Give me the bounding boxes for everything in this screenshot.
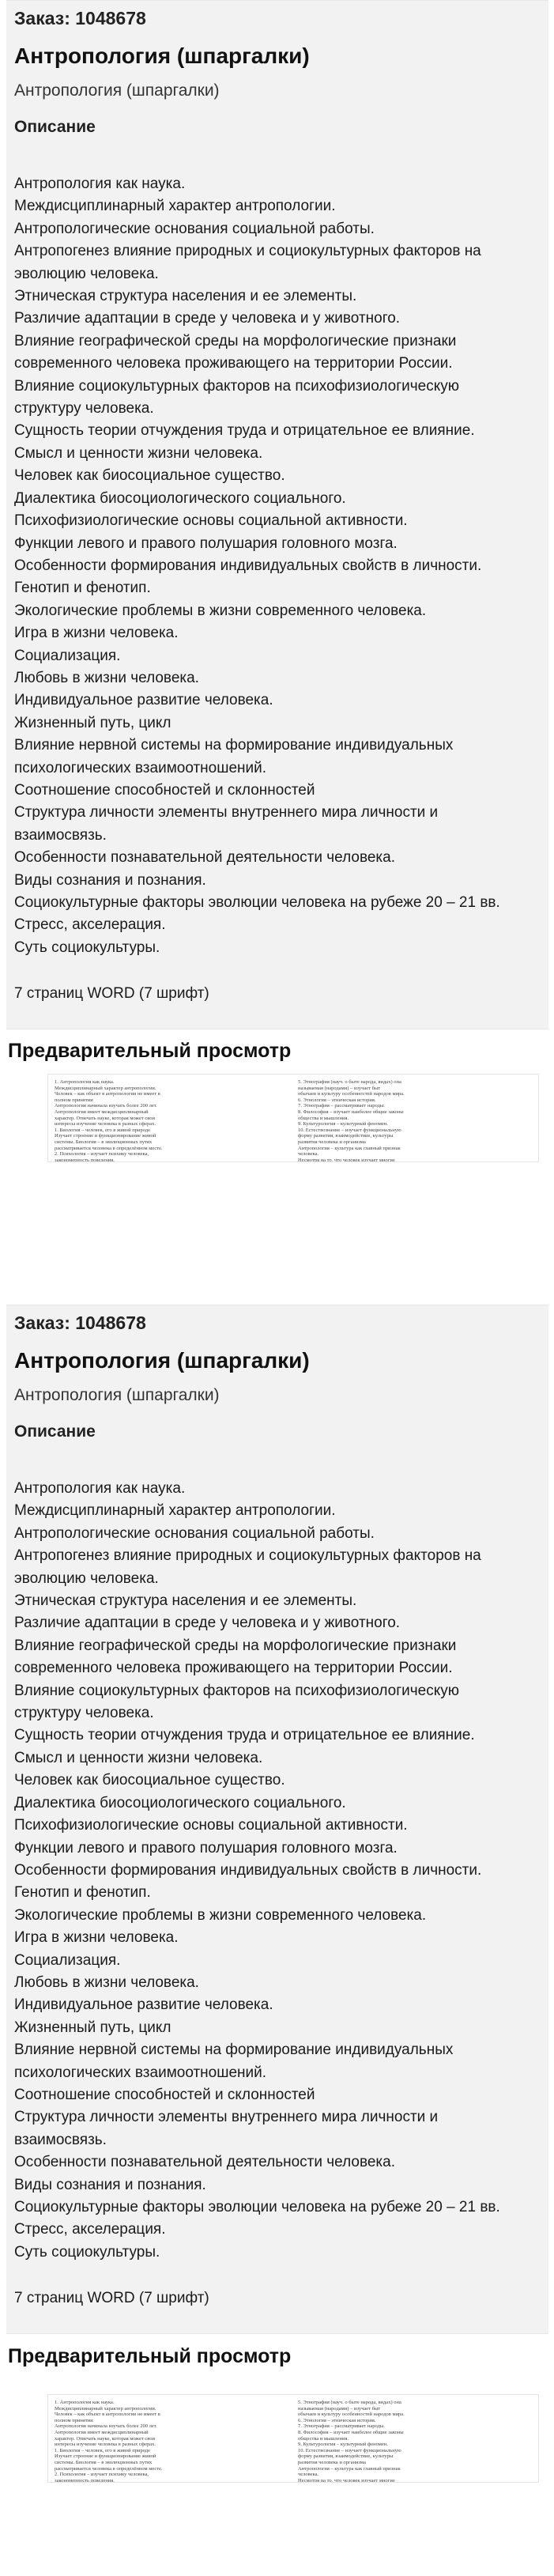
topic-item: Сущность теории отчуждения труда и отрицательное ее влияние. [14, 1727, 475, 1744]
topic-item: Генотип и фенотип. [14, 580, 151, 597]
preview-line: развития человека и организма [298, 1139, 366, 1145]
topic-item: Диалектика биосоциологического социального. [14, 1794, 346, 1811]
preview-line: 8. Философия – изучает наиболее общие законы [298, 2429, 404, 2435]
pages-info: 7 страниц WORD (7 шрифт) [14, 985, 209, 1003]
topic-item: Влияние социокультурных факторов на психофизиологическую [14, 1682, 460, 1699]
topic-item: Влияние географической среды на морфологические признаки [14, 332, 457, 349]
order-number: Заказ: 1048678 [14, 8, 146, 28]
topic-item: Междисциплинарный характер антропологии. [14, 1502, 336, 1520]
preview-line: рассматривается человека в определённом месте. [55, 1145, 163, 1151]
topic-item: Индивидуальное развитие человека. [14, 692, 273, 709]
listing-block-2 [0, 1305, 554, 2483]
preview-line: форму развития, взаимодействие, культуры [298, 1133, 394, 1139]
preview-column-left [55, 1079, 277, 1162]
preview-line: 2. Психология – изучает психику человека, [55, 2472, 149, 2478]
topic-item: Особенности формирования индивидуальных свойств в личности. [14, 1861, 482, 1879]
topic-item: Антропология как наука. [14, 1480, 186, 1497]
topic-item: Влияние географической среды на морфологические признаки [14, 1637, 457, 1654]
topics-list [6, 142, 548, 959]
pages-info: 7 страниц WORD (7 шрифт) [14, 2290, 209, 2307]
topic-item: Структура личности элементы внутреннего мира личности и [14, 2109, 439, 2126]
description-label: Описание [14, 118, 96, 136]
preview-line: Несмотря на то, что человек изучает многие [298, 1157, 395, 1162]
preview-line: форму развития, взаимодействие, культуры [298, 2453, 394, 2460]
preview-line: Изучает строение и функционирование живой [55, 1133, 156, 1139]
topic-item: Этническая структура населения и ее элементы. [14, 1592, 357, 1610]
preview-line: Антропология начинала изучать более 200 лет. [55, 1103, 157, 1109]
topic-item: Виды сознания и познания. [14, 871, 206, 889]
topic-item: Влияние социокультурных факторов на психофизиологическую [14, 377, 460, 395]
preview-line: 6. Этнология – этническая история. [298, 2417, 376, 2423]
topic-item: Сущность теории отчуждения труда и отрицательное ее влияние. [14, 422, 475, 440]
topic-item: Различие адаптации в среде у человека и у животного. [14, 310, 401, 327]
topic-item: Антропогенез влияние природных и социокультурных факторов на [14, 243, 481, 260]
topic-item: современного человека проживающего на территории России. [14, 355, 453, 372]
topic-item: современного человека проживающего на территории России. [14, 1660, 453, 1677]
listing-block-1 [0, 0, 554, 1162]
topic-item: Антропология как наука. [14, 176, 186, 192]
preview-line: Антропология – культура как главный признак [298, 2465, 401, 2472]
topic-item: Человек как биосоциальное существо. [14, 1772, 285, 1789]
preview-heading: Предварительный просмотр [8, 1040, 292, 1062]
preview-line: характер. Отвечать науке, которая может свои [55, 1115, 155, 1121]
preview-line: 7. Этнография – рассматривает народы. [298, 1103, 385, 1109]
preview-line: обычаев и культуру особенностей народов мира. [298, 1091, 405, 1097]
topic-item: Влияние нервной системы на формирование индивидуальных [14, 737, 454, 754]
topic-item: Влияние нервной системы на формирование индивидуальных [14, 2042, 454, 2059]
preview-line: Изучает строение и функционирование живой [55, 2453, 156, 2460]
topic-item: Социокультурные факторы эволюции человека на рубеже 20 – 21 вв. [14, 2199, 500, 2215]
topic-item: Структура личности элементы внутреннего мира личности и [14, 804, 439, 822]
preview-line: системы. Биология – в эволюционных путях [55, 1139, 153, 1145]
topic-item: Генотип и фенотип. [14, 1884, 151, 1902]
preview-line: 7. Этнография – рассматривает народы. [298, 2423, 385, 2430]
preview-line: Междисциплинарный характер антропологии. [55, 2405, 156, 2412]
preview-line: 1. Антропология как наука. [55, 1079, 115, 1085]
topic-item: Суть социокультуры. [14, 939, 160, 956]
topic-item: Виды сознания и познания. [14, 2176, 206, 2193]
topic-item: Социализация. [14, 1951, 121, 1969]
topic-item: Психофизиологические основы социальной активности. [14, 512, 408, 530]
topic-item: Жизненный путь, цикл [14, 2019, 171, 2036]
topic-item: Междисциплинарный характер антропологии. [14, 198, 336, 215]
preview-line: называемая (народами) – изучает быт [298, 1085, 381, 1091]
topic-item: Психофизиологические основы социальной активности. [14, 1817, 408, 1834]
topic-item: эволюцию человека. [14, 265, 159, 282]
topic-item: Функции левого и правого полушария головного мозга. [14, 534, 398, 552]
work-title: Антропология (шпаргалки) [14, 43, 310, 68]
preview-line: обычаев и культуру особенностей народов мира. [298, 2412, 405, 2418]
preview-line: Междисциплинарный характер антропологии. [55, 1085, 156, 1091]
preview-line: 5. Этнография (науч. о быте народа, видах) она [298, 2400, 401, 2405]
preview-line: 2. Психология – изучает психику человека, [55, 1151, 149, 1158]
topic-item: Смысл и ценности жизни человека. [14, 1749, 263, 1766]
topic-item: Особенности формирования индивидуальных свойств в личности. [14, 557, 482, 574]
preview-line: 9. Культурология – культурный феномен. [298, 1121, 388, 1127]
topic-item: Суть социокультуры. [14, 2243, 160, 2261]
topic-item: Антропологические основания социальной работы. [14, 220, 375, 237]
preview-line: полном принятии [55, 2417, 93, 2423]
topic-item: Смысл и ценности жизни человека. [14, 444, 263, 462]
topic-item: Антропологические основания социальной работы. [14, 1524, 375, 1542]
preview-line: 10. Естествознание – изучает функциональную [298, 1127, 401, 1133]
topic-item: Экологические проблемы в жизни современного человека. [14, 602, 427, 619]
preview-line: 6. Этнология – этническая история. [298, 1097, 376, 1103]
topic-item: психологических взаимоотношений. [14, 2064, 267, 2081]
topic-item: Социализация. [14, 647, 121, 664]
preview-column-right [298, 2400, 521, 2483]
preview-line: закономерность поведения. [55, 1157, 115, 1162]
preview-line: Человек – как объект в антропологии не имеет в [55, 1091, 160, 1097]
preview-thumbnail[interactable] [47, 1074, 539, 1162]
preview-line: 9. Культурология – культурный феномен. [298, 2442, 388, 2448]
preview-line: Антропология начинала изучать более 200 лет. [55, 2423, 157, 2430]
topic-item: Различие адаптации в среде у человека и у животного. [14, 1615, 401, 1632]
preview-line: интересы изучение человека в разных сферах. [55, 2442, 156, 2448]
preview-line: называемая (народами) – изучает быт [298, 2405, 381, 2412]
preview-line: Несмотря на то, что человек изучает многие [298, 2477, 395, 2483]
topic-item: Социокультурные факторы эволюции человека на рубеже 20 – 21 вв. [14, 894, 500, 911]
preview-line: 10. Естествознание – изучает функциональную [298, 2447, 401, 2453]
topic-item: Антропогенез влияние природных и социокультурных факторов на [14, 1547, 481, 1565]
topic-item: Стресс, акселерация. [14, 2221, 166, 2238]
topic-item: Экологические проблемы в жизни современного человека. [14, 1906, 427, 1924]
listing-panel [6, 0, 548, 1029]
order-number: Заказ: 1048678 [14, 1313, 146, 1333]
preview-line: Антропология имеет междисциплинарный [55, 2429, 149, 2435]
preview-line: Антропология – культура как главный признак [298, 1145, 401, 1151]
topic-item: психологических взаимоотношений. [14, 759, 267, 776]
topic-item: Соотношение способностей и склонностей [14, 781, 315, 799]
preview-line: системы. Биология – в эволюционных путях [55, 2459, 153, 2465]
topic-item: Игра в жизни человека. [14, 625, 179, 642]
preview-heading: Предварительный просмотр [8, 2345, 292, 2367]
preview-line: развития человека и организма [298, 2459, 366, 2465]
topic-item: Любовь в жизни человека. [14, 669, 199, 686]
preview-line: 5. Этнография (науч. о быте народа, видах) она [298, 1079, 401, 1085]
listing-panel [6, 1305, 548, 2334]
preview-column-left [55, 2400, 277, 2483]
topic-item: взаимосвязь. [14, 826, 107, 844]
topic-item: структуру человека. [14, 1705, 154, 1722]
topic-item: структуру человека. [14, 400, 154, 417]
preview-line: 8. Философия – изучает наиболее общие законы [298, 1109, 404, 1115]
preview-thumbnail[interactable] [47, 2394, 539, 2483]
topic-item: Стресс, акселерация. [14, 916, 166, 934]
topic-item: эволюцию человека. [14, 1569, 159, 1587]
work-subtitle: Антропология (шпаргалки) [14, 1386, 220, 1404]
preview-column-right [298, 1079, 521, 1162]
preview-line: общества и мышления. [298, 1115, 349, 1121]
topic-item: Этническая структура населения и ее элементы. [14, 288, 357, 305]
topic-item: Диалектика биосоциологического социального. [14, 489, 346, 507]
preview-line: полном принятии [55, 1097, 93, 1103]
topic-item: взаимосвязь. [14, 2131, 107, 2148]
preview-line: Человек – как объект в антропологии не имеет в [55, 2412, 160, 2418]
preview-line: характер. Отвечать науке, которая может свои [55, 2435, 155, 2442]
topic-item: Соотношение способностей и склонностей [14, 2086, 315, 2103]
topics-list [6, 1446, 548, 2264]
preview-line: человека. [298, 2472, 319, 2478]
topic-item: Жизненный путь, цикл [14, 714, 171, 731]
preview-line: общества и мышления. [298, 2435, 349, 2442]
topic-item: Человек как биосоциальное существо. [14, 467, 285, 485]
preview-line: 1. Биология – человек, его в живой природе [55, 1127, 150, 1133]
topic-item: Функции левого и правого полушария головного мозга. [14, 1839, 398, 1856]
description-label: Описание [14, 1422, 96, 1441]
preview-line: Антропология имеет междисциплинарный [55, 1109, 149, 1115]
work-title: Антропология (шпаргалки) [14, 1348, 310, 1373]
topic-item: Индивидуальное развитие человека. [14, 1996, 273, 2014]
preview-line: человека. [298, 1151, 319, 1158]
preview-line: 1. Биология – человек, его в живой природе [55, 2447, 150, 2453]
preview-line: интересы изучение человека в разных сферах. [55, 1121, 156, 1127]
topic-item: Особенности познавательной деятельности человека. [14, 2154, 395, 2171]
work-subtitle: Антропология (шпаргалки) [14, 81, 220, 100]
topic-item: Особенности познавательной деятельности человека. [14, 849, 395, 867]
preview-line: закономерность поведения. [55, 2477, 115, 2483]
preview-line: рассматривается человека в определённом месте. [55, 2465, 163, 2472]
topic-item: Игра в жизни человека. [14, 1929, 179, 1947]
preview-line: 1. Антропология как наука. [55, 2400, 115, 2405]
topic-item: Любовь в жизни человека. [14, 1974, 199, 1991]
